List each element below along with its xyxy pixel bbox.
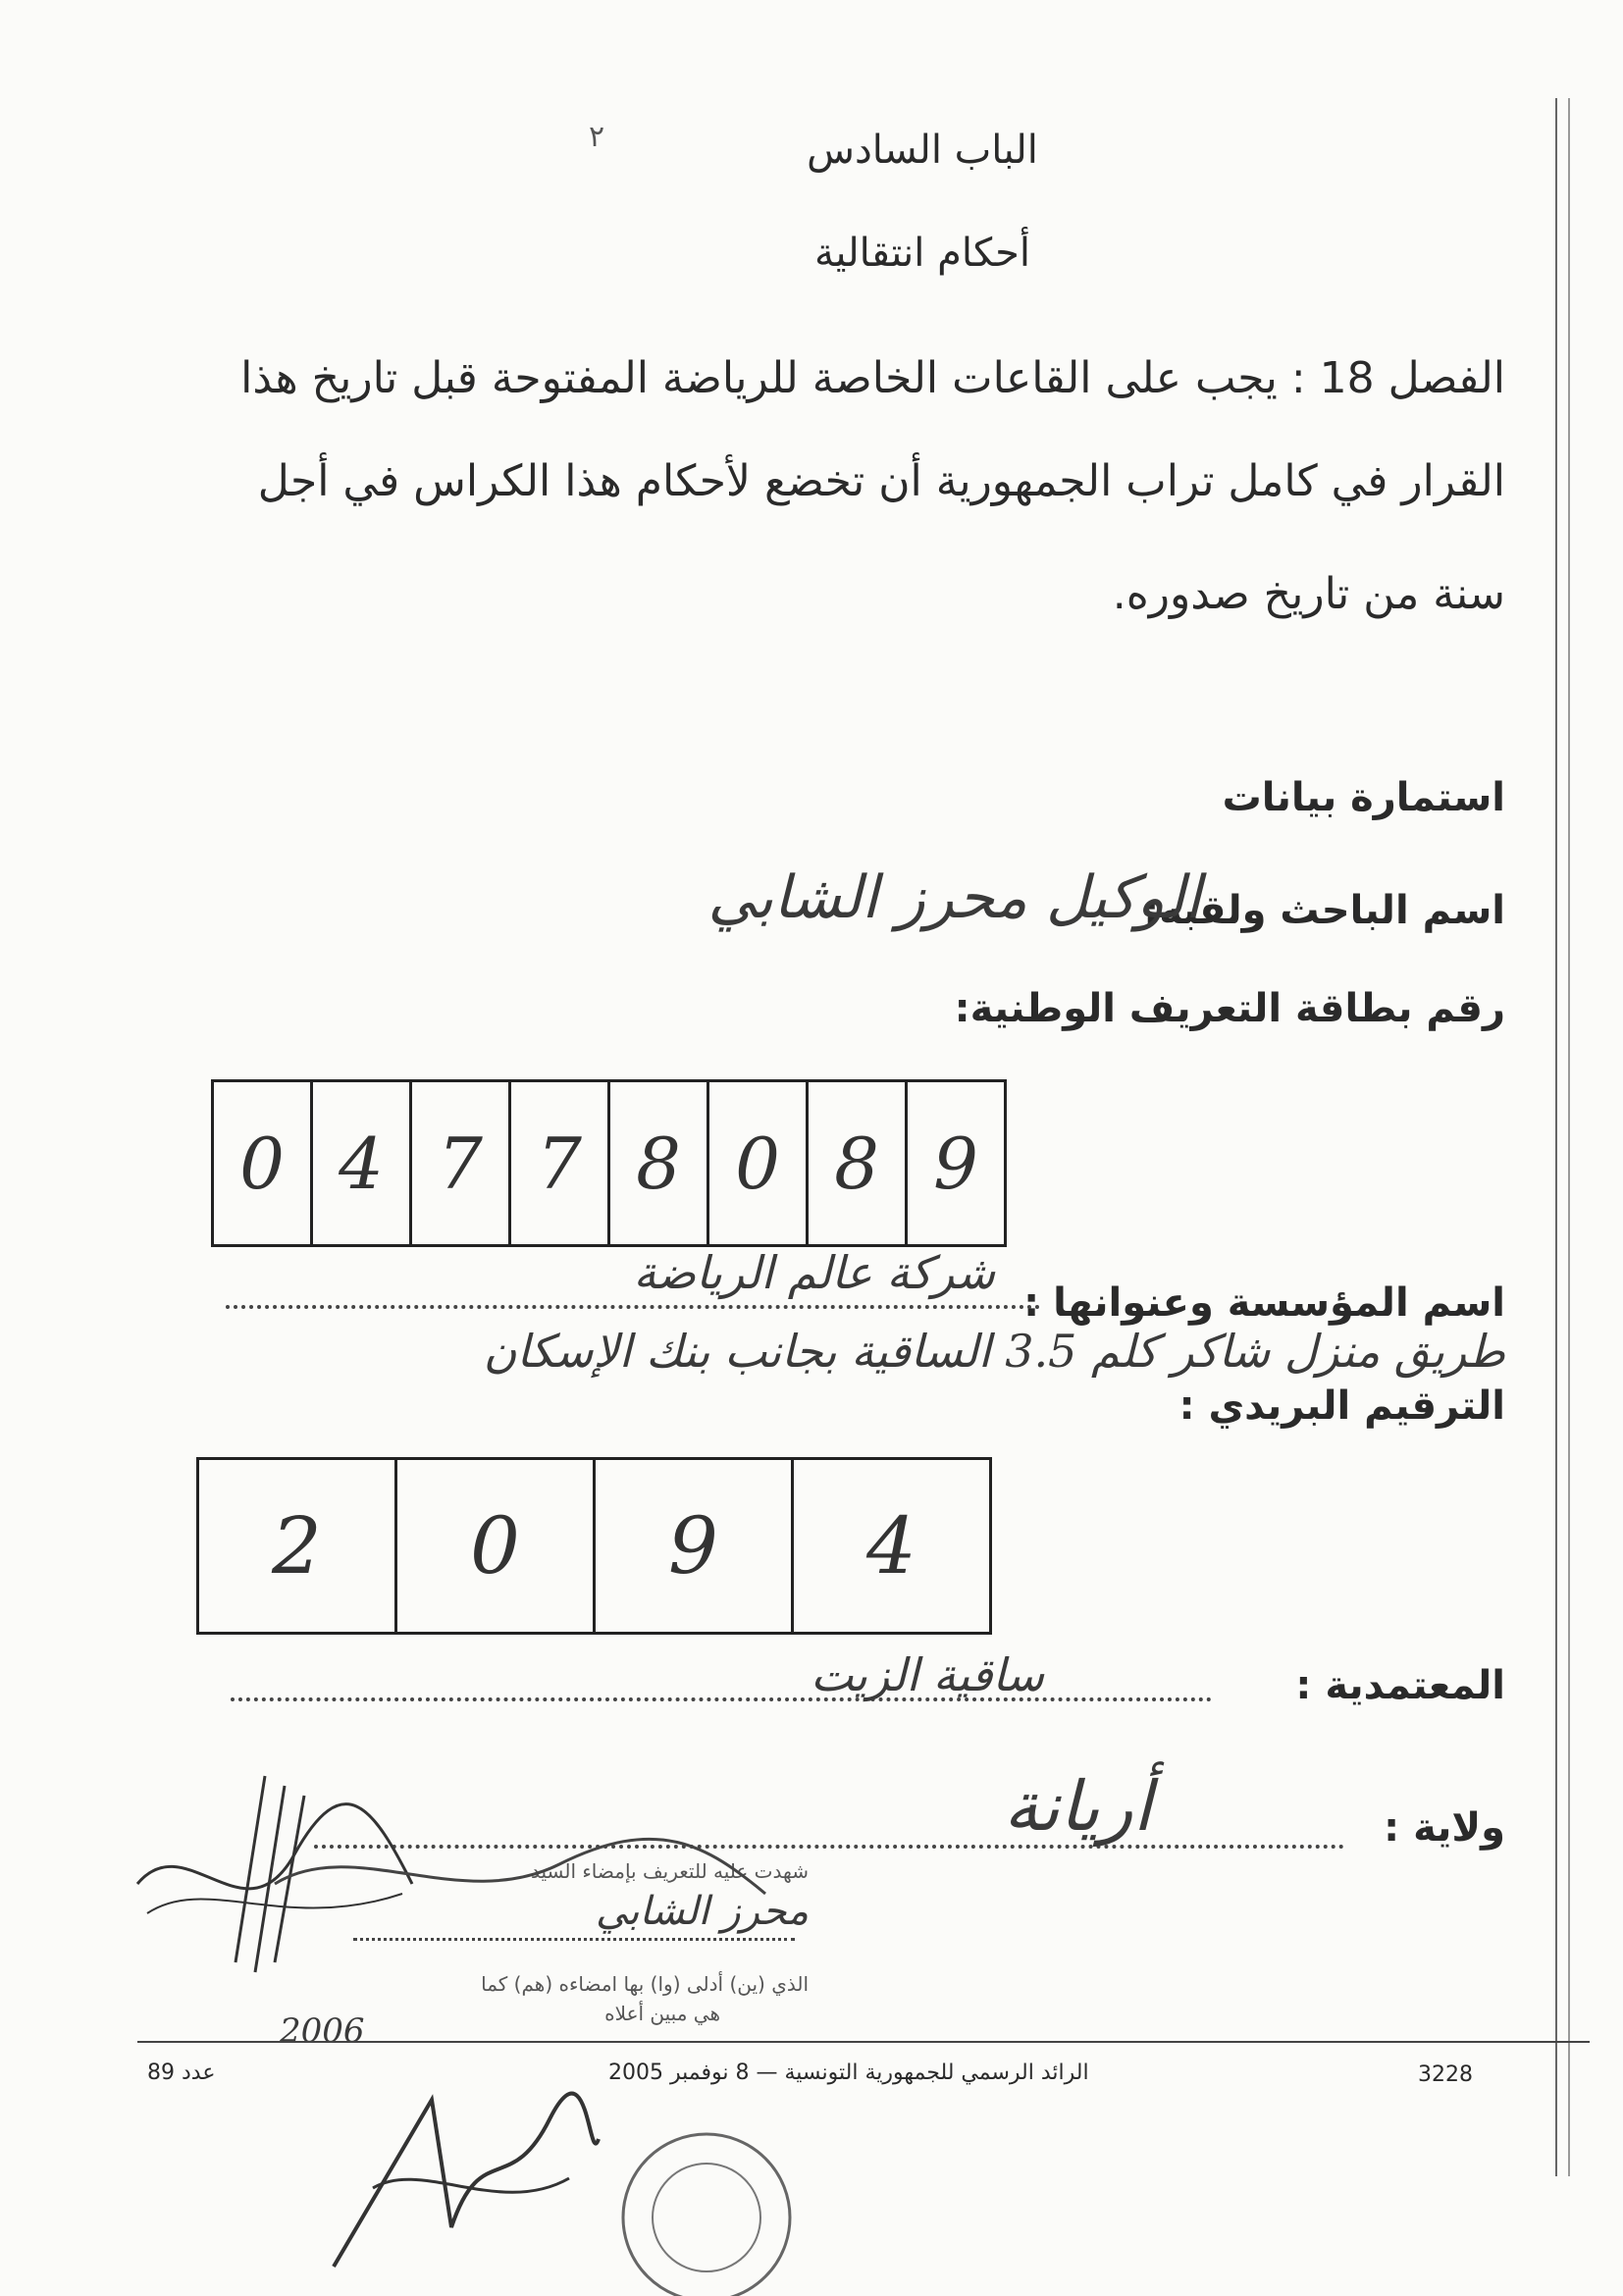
id-digit: 7 [412,1082,511,1244]
article-line-1: الفصل 18 : يجب على القاعات الخاصة للرياضة المفتوحة قبل تاريخ هذا [240,353,1505,403]
delegation-value: ساقية الزيت [811,1648,1044,1701]
id-label: رقم بطاقة التعريف الوطنية: [954,986,1505,1031]
page-mark: ٢ [589,120,605,154]
id-digit: 9 [933,1122,978,1205]
postal-digit: 9 [596,1460,794,1632]
id-number-boxes [211,1079,1007,1247]
governorate-label: ولاية : [1384,1805,1505,1851]
institution-label: اسم المؤسسة وعنوانها : [1023,1280,1505,1326]
postal-digit: 4 [866,1500,916,1592]
postal-digit: 0 [397,1460,596,1632]
id-digit: 0 [214,1082,313,1244]
institution-dotted-line [226,1305,1040,1309]
postal-label: الترقيم البريدي : [1178,1383,1505,1429]
postal-code-boxes [196,1457,992,1635]
delegation-label: المعتمدية : [1295,1663,1505,1708]
chapter-heading: أحكام انتقالية [813,231,1031,276]
institution-value: شركة عالم الرياضة [633,1246,995,1299]
id-digit: 4 [313,1082,412,1244]
footer-journal: الرائد الرسمي للجمهورية التونسية — 8 نوفمبر 2005 [608,2061,1089,2085]
form-title: استمارة بيانات [1222,775,1505,820]
footer-page-number: 3228 [1418,2062,1473,2087]
stamp-name: محرز الشابي [596,1889,809,1934]
stamp-line-2: الذي (ين) أدلى (وا) بها امضاءه (هم) كما [481,1972,809,1996]
right-margin-line-2 [1568,98,1570,2176]
address-value: طريق منزل شاكر كلم 3.5 الساقية بجانب بنك الإسكان [483,1325,1505,1378]
postal-digit: 2 [199,1460,397,1632]
signature-scribble-bottom [314,2080,608,2276]
footer-issue: عدد 89 [147,2061,216,2085]
id-digit: 7 [511,1082,610,1244]
footer-rule [137,2041,1590,2043]
article-line-2: القرار في كامل تراب الجمهورية أن تخضع لأحكام هذا الكراس في أجل [257,456,1505,506]
id-digit: 0 [709,1082,809,1244]
signature-scribble-center [265,1825,775,1923]
researcher-label: اسم الباحث ولقبه: [1143,888,1505,933]
article-line-3: سنة من تاريخ صدوره. [1112,569,1505,619]
id-digit: 8 [610,1082,709,1244]
stamp-date: 2006 [280,2011,365,2051]
stamp-line-3: هي مبين أعلاه [604,2002,720,2025]
stamp-line-1: شهدت عليه للتعريف بإمضاء السيد [531,1859,809,1883]
governorate-value: أريانة [1003,1766,1152,1847]
researcher-value: الوكيل محرز الشابي [707,863,1201,932]
delegation-dotted-line [231,1697,1212,1701]
id-digit: 8 [809,1082,908,1244]
official-stamp-seal [608,2119,805,2296]
chapter-title: الباب السادس [807,128,1038,173]
right-margin-line [1555,98,1557,2176]
